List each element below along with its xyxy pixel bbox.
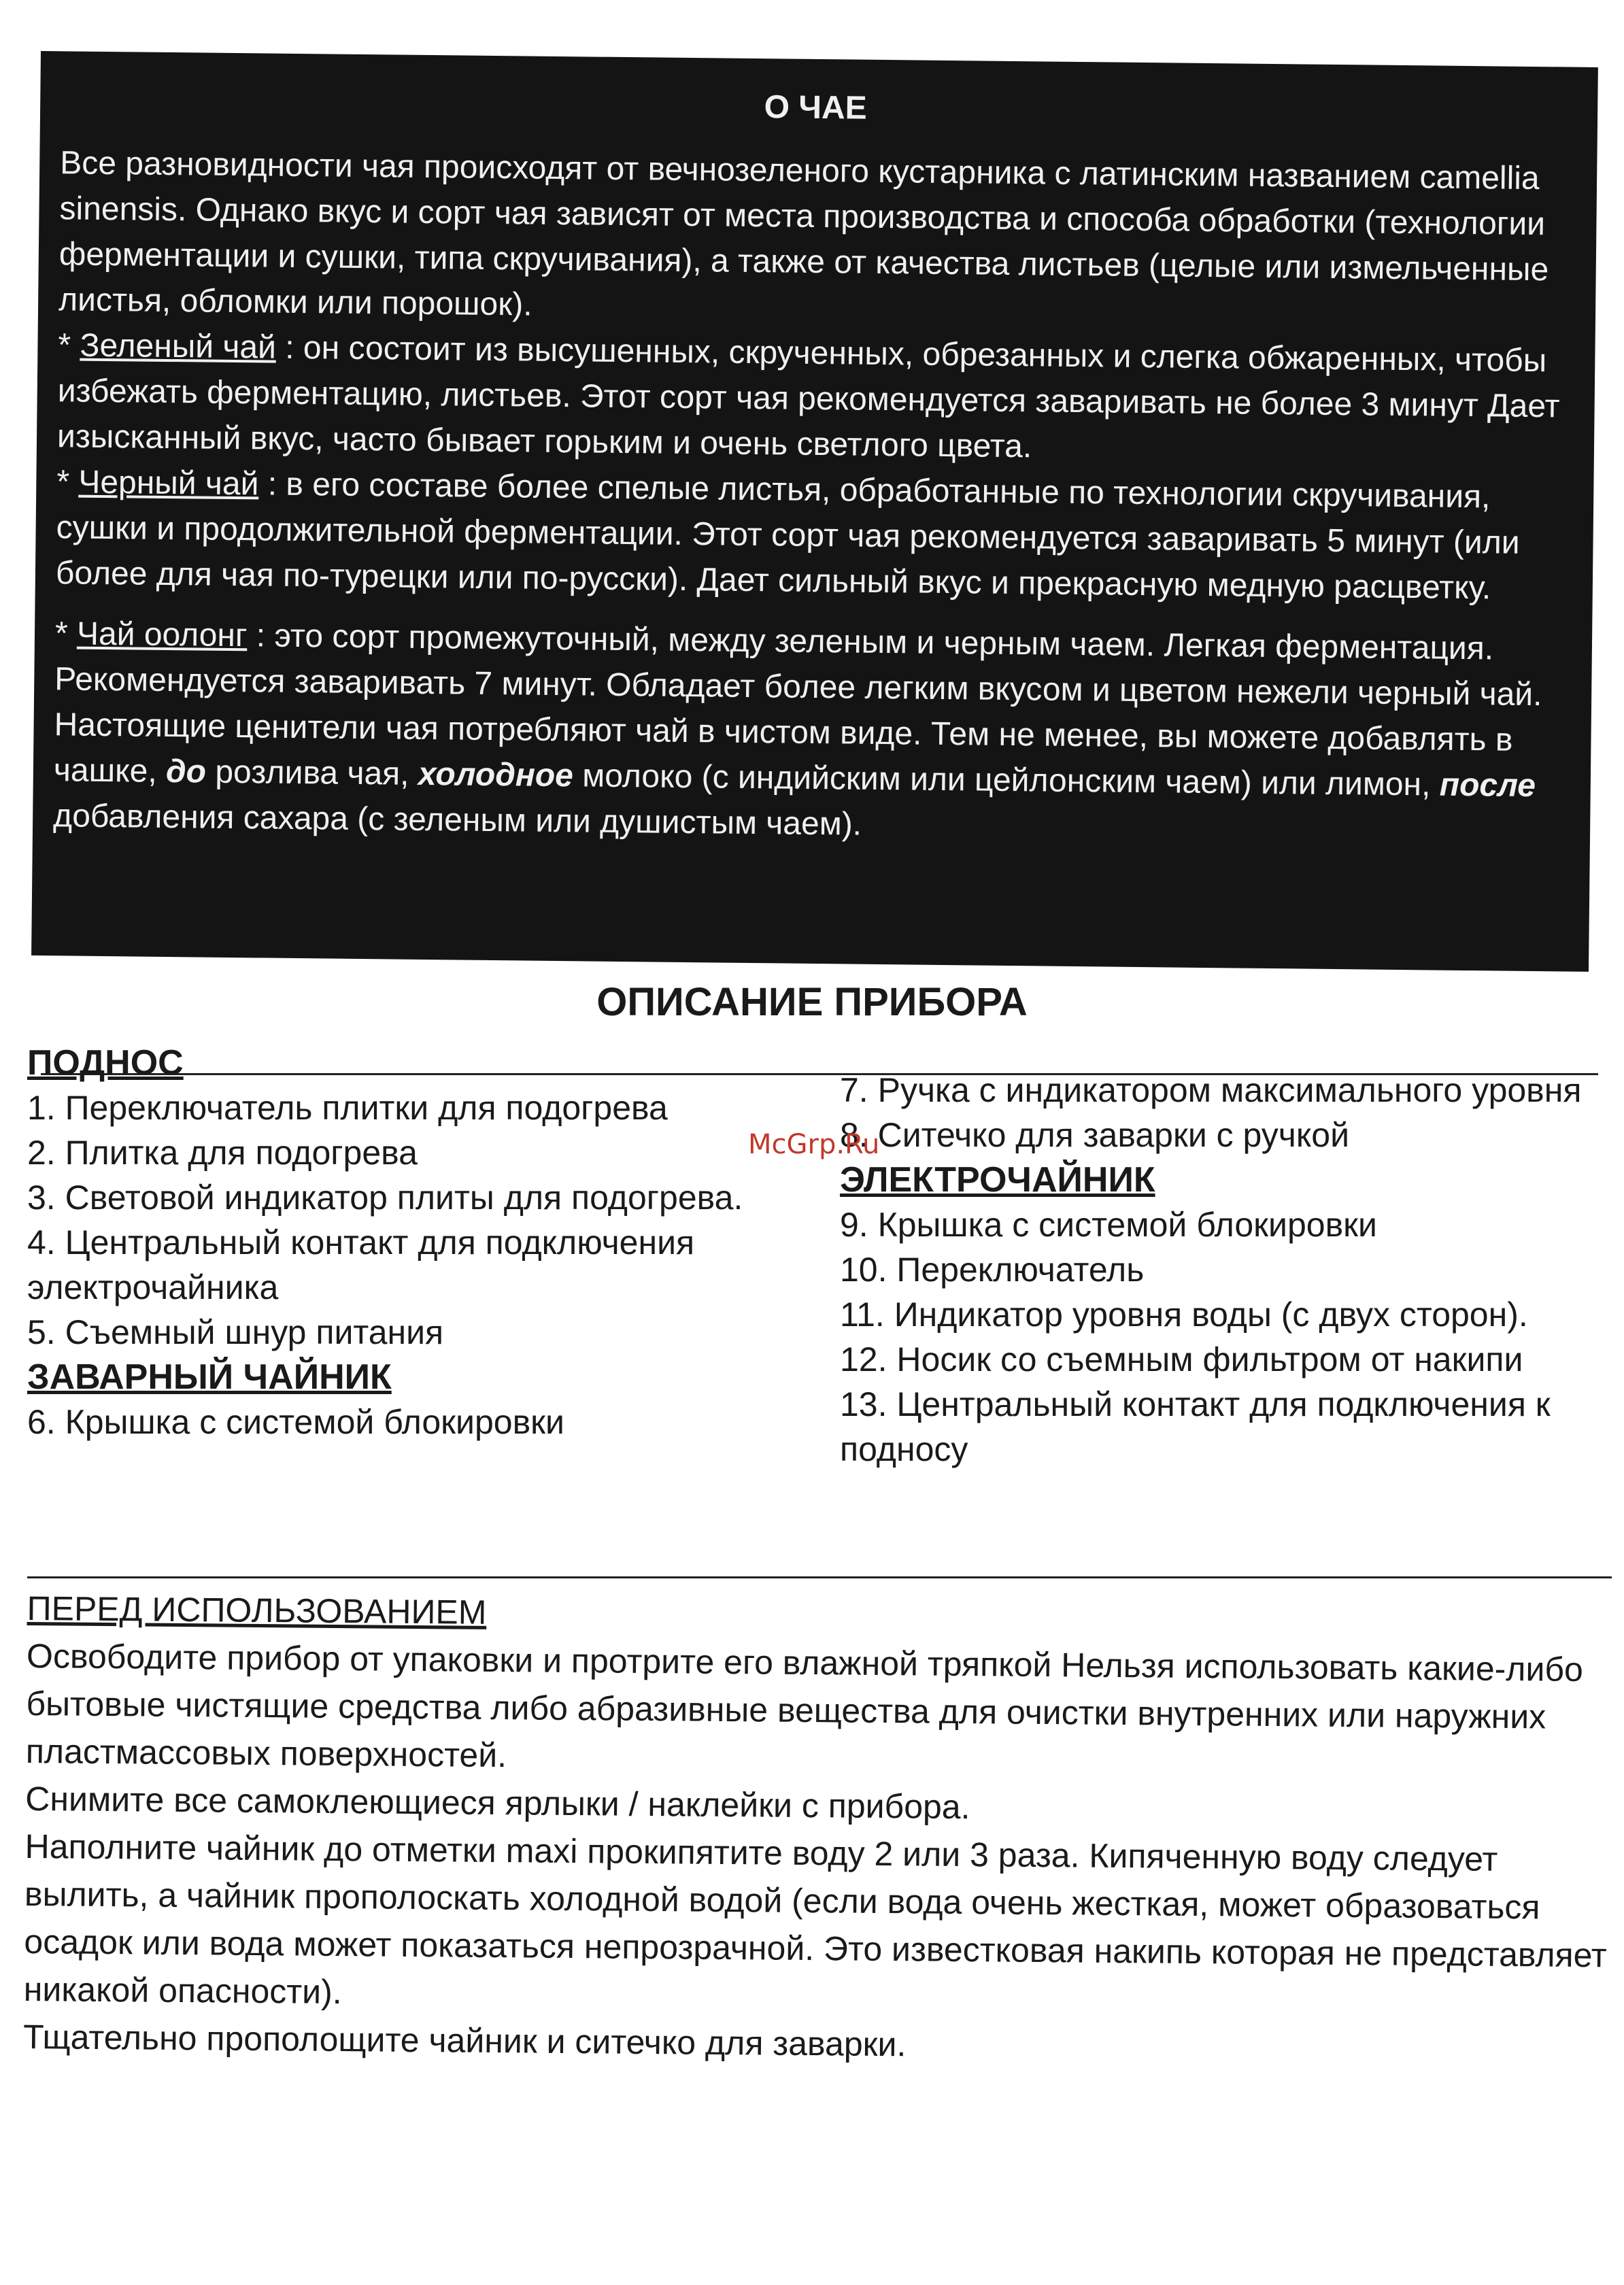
list-item: 10. Переключатель [840, 1251, 1145, 1289]
tea-intro: Все разновидности чая происходят от вечнозеленого кустарника с латинским названием camellia sinensis. Однако вкус и сорт чая зависят от места производства и способа обработки (технологии ферментации и сушки, типа скручивания), а также от качества листьев (целые или измельченные листья, обломки или порошок). [58, 145, 1549, 323]
list-item: 7. Ручка с индикатором максимального уровня [840, 1071, 1582, 1109]
before-use-heading: ПЕРЕД ИСПОЛЬЗОВАНИЕМ [27, 1589, 487, 1631]
tray-list [27, 1085, 802, 1355]
list-item: 8. Ситечко для заварки с ручкой [840, 1116, 1350, 1154]
watermark: McGrp.Ru [748, 1129, 880, 1160]
final-text-3: молоко (с индийским или цейлонским чаем) или лимон, [581, 758, 1431, 803]
description-title: ОПИСАНИЕ ПРИБОРА [596, 980, 1028, 1024]
bullet: * [58, 327, 71, 364]
bullet: * [54, 615, 68, 652]
before-use-paragraph: Снимите все самоклеющиеся ярлыки / наклейки с прибора. [25, 1779, 970, 1827]
black-tea-text: : в его составе более спелые листья, обработанные по технологии скручивания, сушки и продолжительной ферментации. Этот сорт чая рекомендуется заваривать 5 минут (или более для чая по-турецки или по-русски). Дает сильный вкус и прекрасную медную расцветку. [55, 466, 1520, 607]
list-item: 3. Световой индикатор плиты для подогрева. [27, 1179, 743, 1217]
section-title: О ЧАЕ [764, 89, 867, 126]
oolong-tea-label: Чай оолонг [76, 615, 248, 654]
green-tea-text: : он состоит из высушенных, скрученных, обрезанных и слегка обжаренных, чтобы избежать ферментацию, листьев. Этот сорт чая рекомендуется заваривать не более 3 минут Дает изысканный вкус, часто бывает горьким и очень светлого цвета. [56, 329, 1560, 465]
divider [27, 1576, 1612, 1578]
final-emph-cold: холодное [418, 756, 574, 794]
tray-heading: ПОДНОС [27, 1043, 184, 1083]
final-text-2: розлива чая, [215, 754, 409, 792]
black-tea-label: Черный чай [78, 464, 259, 503]
before-use-paragraph: Наполните чайник до отметки maxi прокипятите воду 2 или 3 раза. Кипяченную воду следует вылить, а чайник прополоскать холодной водой (если вода очень жесткая, может образоваться осадок или вода может показаться непрозрачной. Это известковая накипь которая не представляет никакой опасности). [23, 1827, 1607, 2012]
list-item: 2. Плитка для подогрева [27, 1134, 418, 1172]
list-item: 1. Переключатель плитки для подогрева [27, 1089, 668, 1127]
final-text-4: добавления сахара (с зеленым или душистым чаем). [52, 798, 862, 843]
list-item: 4. Центральный контакт для подключения электрочайника [27, 1223, 695, 1306]
oolong-tea-paragraph [54, 611, 1565, 717]
green-tea-paragraph [57, 322, 1568, 475]
final-text-1: Настоящие ценители чая потребляют чай в чистом виде. Тем не менее, вы можете добавлять в чашке, [53, 707, 1513, 790]
final-emph-after: после [1439, 766, 1536, 805]
kettle-heading: ЭЛЕКТРОЧАЙНИК [840, 1160, 1155, 1200]
description-left-column [27, 1040, 802, 1444]
bullet: * [56, 464, 70, 501]
description-right-column [840, 1068, 1612, 1472]
list-item: 5. Съемный шнур питания [27, 1313, 444, 1351]
list-item: 6. Крышка с системой блокировки [27, 1403, 564, 1441]
list-item: 9. Крышка с системой блокировки [840, 1206, 1377, 1244]
list-item: 12. Носик со съемным фильтром от накипи [840, 1340, 1523, 1378]
about-tea-section [31, 51, 1598, 972]
green-tea-label: Зеленый чай [80, 327, 277, 366]
final-emph-do: до [165, 753, 207, 790]
before-use-section [23, 1585, 1612, 2074]
before-use-paragraph: Освободите прибор от упаковки и протрите его влажной тряпкой Нельзя использовать какие-либо бытовые чистящие средства либо абразивные вещества для очистки внутренних или наружних пластмассовых поверхностей. [25, 1636, 1584, 1775]
teapot-heading: ЗАВАРНЫЙ ЧАЙНИК [27, 1357, 392, 1397]
black-tea-paragraph [56, 459, 1567, 611]
list-item: 13. Центральный контакт для подключения к подносу [840, 1385, 1551, 1468]
tea-final-paragraph [53, 702, 1564, 854]
before-use-paragraph: Тщательно прополощите чайник и ситечко для заварки. [22, 2017, 907, 2064]
oolong-tea-text: : это сорт промежуточный, между зеленым и черным чаем. Легкая ферментация. Рекомендуется заваривать 7 минут. Обладает более легким вкусом и цветом нежели черный чай. [54, 617, 1542, 713]
list-item: 11. Индикатор уровня воды (с двух сторон). [840, 1296, 1528, 1334]
